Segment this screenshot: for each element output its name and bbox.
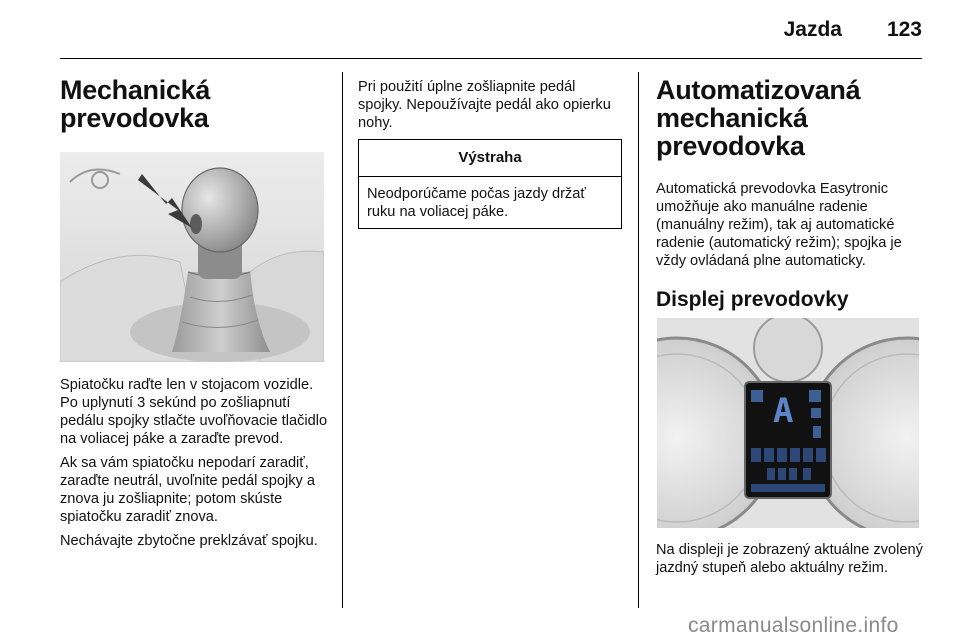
gear-letter: A bbox=[773, 391, 794, 431]
paragraph-clutch-pedal: Pri použití úplne zošliapnite pedál spojky. Nepoužívajte pedál ako opierku nohy. bbox=[358, 79, 611, 131]
gear-lever-illustration bbox=[60, 152, 324, 362]
header-section-title: Jazda bbox=[783, 18, 842, 41]
heading-automated-gearbox: Automatizovaná mechanická prevodovka bbox=[656, 75, 861, 161]
column-manual-gearbox bbox=[60, 70, 328, 132]
instrument-cluster-image bbox=[657, 318, 919, 528]
column-display-caption bbox=[656, 541, 926, 577]
paragraph-reverse-retry: Ak sa vám spiatočku nepodarí zaradiť, zaraďte neutrál, uvoľnite pedál spojky a znova ju zošliapnite; potom skúste spiatočku zaradiť znova. bbox=[60, 455, 315, 525]
gearbox-display-illustration bbox=[657, 318, 919, 528]
column-automated-gearbox bbox=[656, 70, 926, 312]
column-manual-gearbox-text bbox=[60, 376, 328, 550]
page-number: 123 bbox=[886, 18, 922, 41]
page-header bbox=[60, 0, 922, 59]
column-divider bbox=[342, 72, 343, 608]
warning-title: Výstraha bbox=[359, 140, 621, 177]
heading-manual-gearbox: Mechanická prevodovka bbox=[60, 75, 211, 133]
gear-lever-image bbox=[60, 152, 324, 362]
heading-gearbox-display: Displej prevodovky bbox=[656, 288, 849, 311]
paragraph-clutch-slip: Nechávajte zbytočne preklzávať spojku. bbox=[60, 533, 318, 549]
column-divider bbox=[638, 72, 639, 608]
watermark: carmanualsonline.info bbox=[688, 614, 899, 637]
paragraph-reverse-gear: Spiatočku raďte len v stojacom vozidle. Po uplynutí 3 sekúnd po zošliapnutí pedálu spojky stlačte uvoľňovacie tlačidlo na voliacej páke a zaraďte prevod. bbox=[60, 377, 328, 447]
column-clutch-usage bbox=[358, 78, 622, 132]
warning-box bbox=[358, 139, 622, 229]
paragraph-display-caption: Na displeji je zobrazený aktuálne zvolený jazdný stupeň alebo aktuálny režim. bbox=[656, 542, 923, 576]
paragraph-easytronic: Automatická prevodovka Easytronic umožňuje ako manuálne radenie (manuálny režim), tak aj automatické radenie (automatický režim); spojka je vždy ovládaná plne automaticky. bbox=[656, 181, 902, 269]
warning-text: Neodporúčame počas jazdy držať ruku na voliacej páke. bbox=[367, 186, 586, 220]
